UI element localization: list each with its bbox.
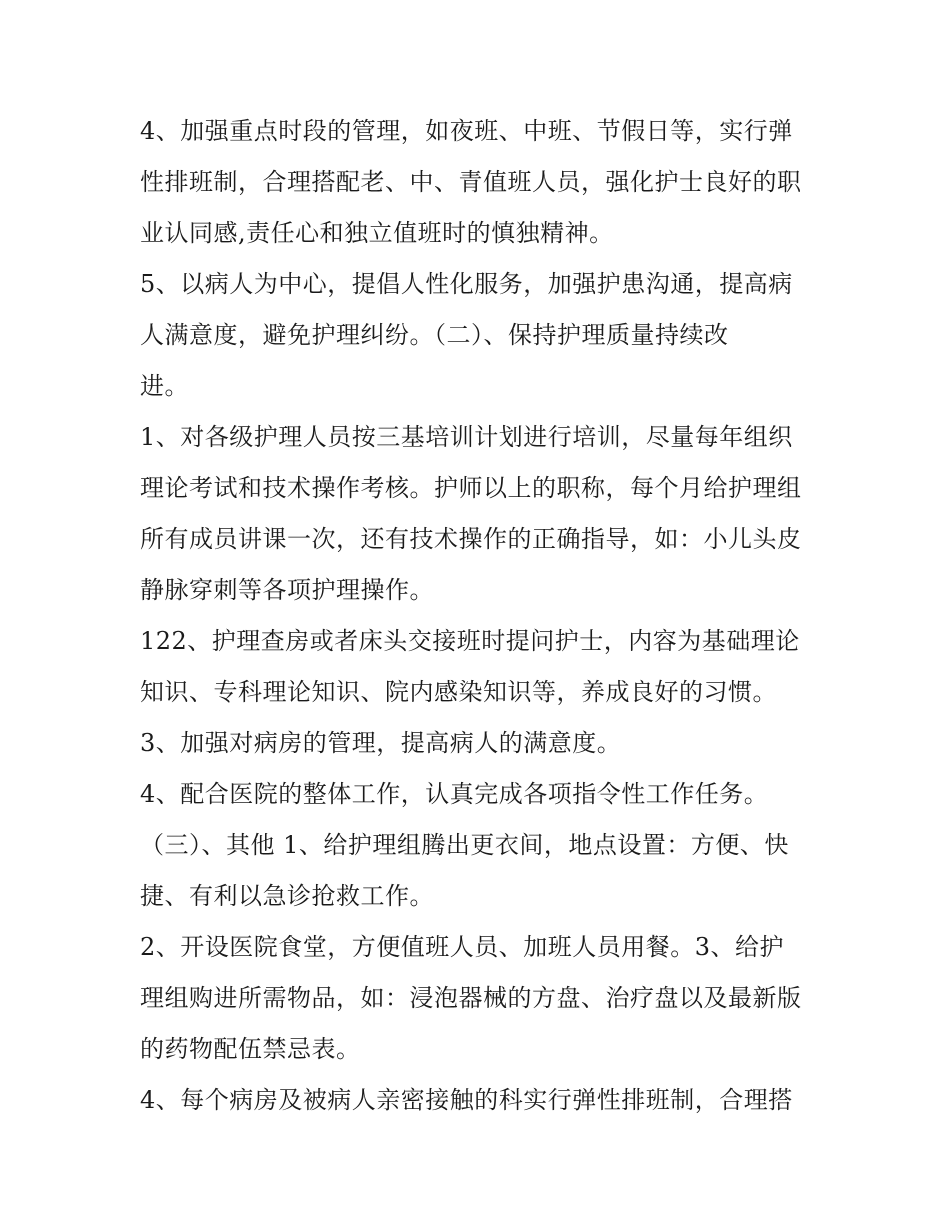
text-line-4: 5、以病人为中心，提倡人性化服务，加强护患沟通，提高病: [140, 270, 793, 298]
text-line-5: 人满意度，避免护理纠纷。（二）、保持护理质量持续改: [140, 321, 729, 349]
text-line-11: 122、护理查房或者床头交接班时提问护士，内容为基础理论: [140, 627, 800, 655]
text-line-12: 知识、专科理论知识、院内感染知识等，养成良好的习惯。: [140, 678, 777, 706]
text-line-15: （三）、其他 1、给护理组腾出更衣间，地点设置：方便、快: [140, 831, 789, 859]
text-line-16: 捷、有利以急诊抢救工作。: [140, 882, 434, 910]
text-line-2: 性排班制，合理搭配老、中、青值班人员，强化护士良好的职: [140, 168, 802, 196]
text-line-10: 静脉穿刺等各项护理操作。: [140, 576, 434, 604]
text-line-1: 4、加强重点时段的管理，如夜班、中班、节假日等，实行弹: [140, 117, 793, 145]
text-line-7: 1、对各级护理人员按三基培训计划进行培训，尽量每年组织: [140, 423, 793, 451]
text-line-6: 进。: [140, 372, 189, 400]
text-line-9: 所有成员讲课一次，还有技术操作的正确指导，如：小儿头皮: [140, 525, 802, 553]
text-line-13: 3、加强对病房的管理，提高病人的满意度。: [140, 729, 622, 757]
text-line-17: 2、开设医院食堂，方便值班人员、加班人员用餐。3、给护: [140, 933, 785, 961]
text-line-14: 4、配合医院的整体工作，认真完成各项指令性工作任务。: [140, 780, 769, 808]
text-line-3: 业认同感,责任心和独立值班时的慎独精神。: [140, 219, 614, 247]
text-line-20: 4、每个病房及被病人亲密接触的科实行弹性排班制，合理搭: [140, 1086, 793, 1114]
text-line-8: 理论考试和技术操作考核。护师以上的职称，每个月给护理组: [140, 474, 802, 502]
text-line-19: 的药物配伍禁忌表。: [140, 1035, 361, 1063]
document-body: [140, 106, 820, 1126]
text-line-18: 理组购进所需物品，如：浸泡器械的方盘、治疗盘以及最新版: [140, 984, 802, 1012]
